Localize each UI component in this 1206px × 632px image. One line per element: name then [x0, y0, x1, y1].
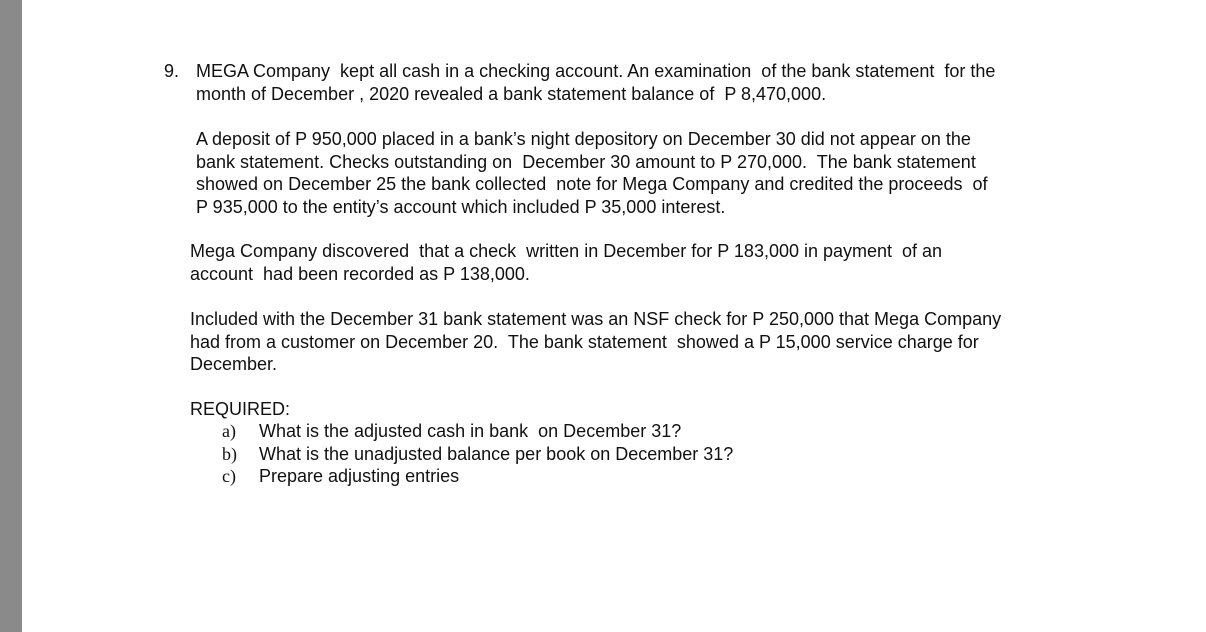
list-letter: c) [222, 466, 236, 486]
question-number: 9. [164, 61, 180, 81]
required-list [222, 420, 733, 488]
document-page [22, 0, 1206, 632]
text-line: account had been recorded as P 138,000. [190, 263, 530, 284]
list-letter: a) [222, 421, 236, 441]
paragraph-bank-balance [196, 60, 995, 105]
required-heading: REQUIRED: [190, 399, 291, 419]
required-item-c [222, 465, 733, 488]
text-line: bank statement. Checks outstanding on December 30 amount to P 270,000. The bank statement [196, 151, 976, 172]
text-line: Included with the December 31 bank statement was an NSF check for P 250,000 that Mega Company [190, 309, 1002, 329]
text-line: P 935,000 to the entity’s account which included P 35,000 interest. [196, 196, 726, 217]
list-letter: b) [222, 443, 237, 464]
required-item-a [222, 420, 733, 443]
paragraph-check-error [190, 240, 942, 285]
list-item-text: Prepare adjusting entries [259, 466, 460, 486]
text-line: had from a customer on December 20. The bank statement showed a P 15,000 service charge for [190, 331, 979, 352]
list-item-text: What is the adjusted cash in bank on December 31? [259, 421, 682, 441]
required-item-b [222, 443, 733, 466]
text-line: showed on December 25 the bank collected note for Mega Company and credited the proceeds of [196, 174, 988, 194]
text-line: Mega Company discovered that a check written in December for P 183,000 in payment of an [190, 241, 943, 261]
paragraph-deposit-checks [196, 128, 987, 218]
paragraph-nsf-service-charge [190, 308, 1001, 376]
list-item-text: What is the unadjusted balance per book on December 31? [259, 443, 734, 464]
text-line: MEGA Company kept all cash in a checking account. An examination of the bank statement for the [196, 61, 996, 81]
text-line: month of December , 2020 revealed a bank statement balance of P 8,470,000. [196, 83, 827, 104]
left-margin-bar [0, 0, 22, 632]
text-line: December. [190, 354, 278, 374]
text-line: A deposit of P 950,000 placed in a bank’s night depository on December 30 did not appear on the [196, 129, 971, 149]
